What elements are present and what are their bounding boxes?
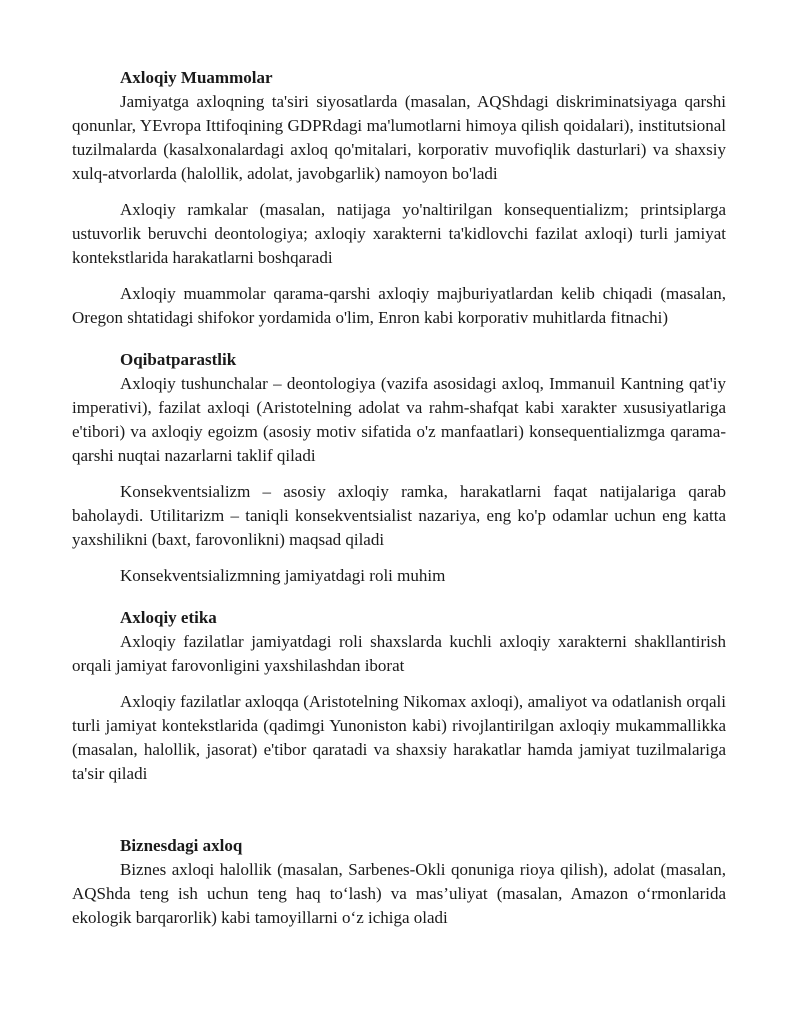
spacer [72, 270, 726, 282]
paragraph: Axloqiy muammolar qarama-qarshi axloqiy majburiyatlardan kelib chiqadi (masalan, Oregon shtatidagi shifokor yordamida o'lim, Enron kabi korporativ muhitlarda fitnachi) [72, 284, 726, 327]
section-axloqiy-etika [72, 606, 726, 786]
section-oqibatparastlik [72, 348, 726, 588]
paragraph: Konsekventsializm – asosiy axloqiy ramka, harakatlarni faqat natijalariga qarab baholaydi. Utilitarizm – taniqli konsekventsialist nazariya, eng ko'p odamlar uchun eng katta yaxshilikni (baxt, farovonlikni) maqsad qiladi [72, 482, 726, 549]
paragraph: Jamiyatga axloqning ta'siri siyosatlarda (masalan, AQShdagi diskriminatsiyaga qarshi qonunlar, YEvropa Ittifoqining GDPRdagi ma'lumotlarni himoya qilish qoidalari), institutsional tuzilmalarda (kasalxonalardagi axloq qo'mitalari, korporativ muvofiqlik dasturlari) va shaxsiy xulq-atvorlarda (halollik, adolat, javobgarlik) namoyon bo'ladi [72, 92, 726, 183]
spacer [72, 678, 726, 690]
section-title: Biznesdagi axloq [120, 836, 243, 855]
paragraph: Axloqiy fazilatlar axloqqa (Aristotelning Nikomax axloqi), amaliyot va odatlanish orqali turli jamiyat kontekstlarida (qadimgi Yunoniston kabi) rivojlantirilgan axloqiy mukammallikka (masalan, halollik, jasorat) e'tibor qaratadi va shaxsiy harakatlar hamda jamiyat tuzilmalariga ta'sir qiladi [72, 692, 726, 783]
paragraph: Axloqiy tushunchalar – deontologiya (vazifa asosidagi axloq, Immanuil Kantning qat'iy imperativi), fazilat axloqi (Aristotelning adolat va rahm-shafqat kabi xarakter xususiyatlariga e'tibori) va axloqiy egoizm (asosiy motiv sifatida o'z manfaatlari) konsequentializmga qarama-qarshi nuqtai nazarlarni taklif qiladi [72, 374, 726, 465]
section-title: Axloqiy Muammolar [120, 68, 273, 87]
paragraph: Axloqiy fazilatlar jamiyatdagi roli shaxslarda kuchli axloqiy xarakterni shakllantirish orqali jamiyat farovonligini yaxshilashdan iborat [72, 632, 726, 675]
paragraph: Konsekventsializmning jamiyatdagi roli muhim [120, 566, 446, 585]
section-title: Oqibatparastlik [120, 350, 237, 369]
spacer [72, 786, 726, 834]
section-title: Axloqiy etika [120, 608, 217, 627]
spacer [72, 330, 726, 348]
section-axloqiy-muammolar [72, 66, 726, 330]
paragraph: Biznes axloqi halollik (masalan, Sarbenes-Okli qonuniga rioya qilish), adolat (masalan, AQShda teng ish uchun teng haq to‘lash) va mas’uliyat (masalan, Amazon o‘rmonlarida ekologik barqarorlik) kabi tamoyillarni o‘z ichiga oladi [72, 860, 726, 927]
paragraph: Axloqiy ramkalar (masalan, natijaga yo'naltirilgan konsequentializm; printsiplarga ustuvorlik beruvchi deontologiya; axloqiy xarakterni ta'kidlovchi fazilat axloqi) turli jamiyat kontekstlarida harakatlarni boshqaradi [72, 200, 726, 267]
spacer [72, 186, 726, 198]
spacer [72, 468, 726, 480]
document-page [72, 66, 726, 930]
spacer [72, 552, 726, 564]
spacer [72, 588, 726, 606]
section-biznesdagi-axloq [72, 834, 726, 930]
